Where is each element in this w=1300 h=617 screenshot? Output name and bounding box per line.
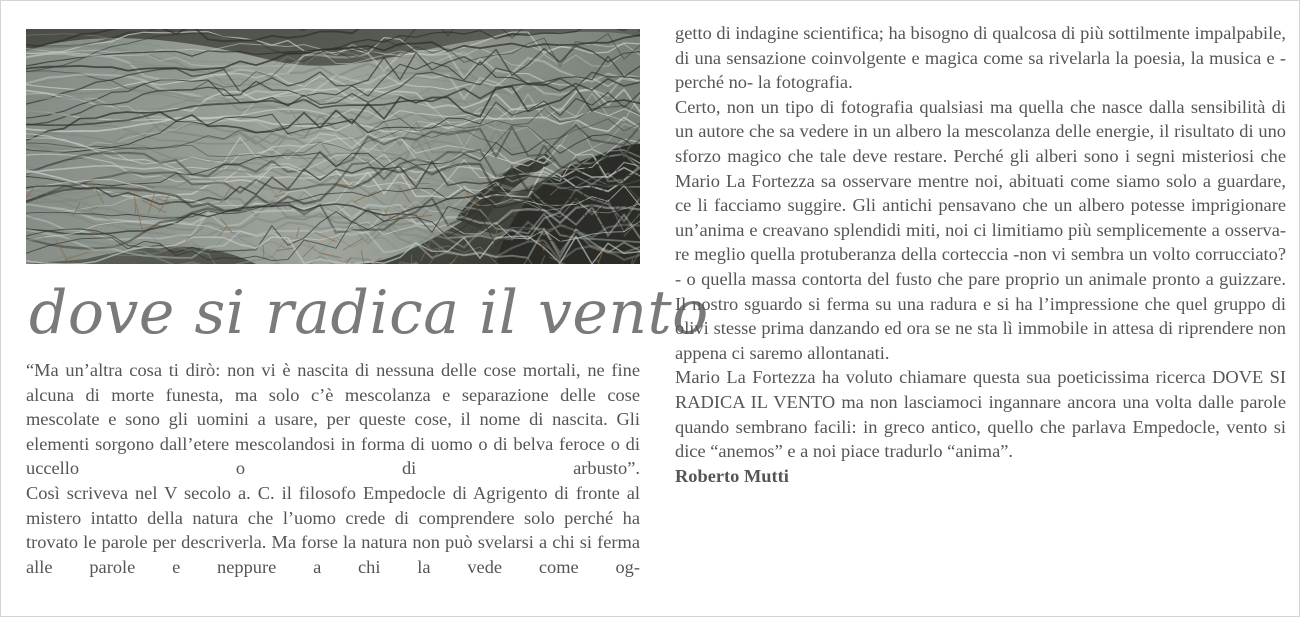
right-text-column <box>675 21 1286 488</box>
author-signature: Roberto Mutti <box>675 465 789 486</box>
tree-bark-image <box>26 29 640 264</box>
body-paragraph: Certo, non un tipo di fotografia qualsiasi ma quella che nasce dalla sensibilità di un autore che sa vedere in un albero la mescolanza delle energie, il risultato di uno sforzo magico che tale deve restare. Perché gli alberi sono i segni misteriosi che Mario La Fortezza sa osservare mentre noi, abituati come siamo solo a guardare, ce li facciamo suggire. Gli antichi pensavano che un albero potesse imprigionare un’anima e creavano splendidi miti, noi ci limitiamo più semplicemente a osserva-re meglio quella protuberanza della corteccia -non vi sembra un volto corrucciato?- o quella massa contorta del fusto che pare proprio un animale pronto a guizzare. Il nostro sguardo si ferma su una radura e si ha l’impressione che quel gruppo di olivi stesse prima danzando ed ora se ne sta lì immobile in attesa di riprendere non appena ci saremo allontanati. <box>675 96 1286 363</box>
article-title: dove si radica il vento <box>29 278 709 348</box>
continuation-paragraph: getto di indagine scientifica; ha bisogno di qualcosa di più sottilmente impalpabile, di una sensazione coinvolgente e magica come sa rivelarla la poesia, la musica e -perché no- la fotografia. <box>675 23 1286 93</box>
intro-paragraph: Così scriveva nel V secolo a. C. il filosofo Empedocle di Agrigento di fronte al mistero intatto della natura che l’uomo crede di comprendere solo perché ha trovato le parole per descriverla. Ma forse la natura non può svelarsi a chi si ferma alle parole e neppure a chi la vede come og- <box>26 482 640 577</box>
closing-paragraph: Mario La Fortezza ha voluto chiamare questa sua poeticissima ricerca DOVE SI RADICA IL VENTO ma non lasciamoci ingannare ancora una volta dalle parole quando sembrano facili: in greco antico, quello che parlava Empedocle, vento si dice “anemos” e a noi piace tradurlo “anima”. <box>675 367 1286 462</box>
left-text-column <box>26 358 640 579</box>
tree-bark-photo <box>26 29 640 264</box>
quote-paragraph: “Ma un’altra cosa ti dirò: non vi è nascita di nessuna delle cose mortali, ne fine alcuna di morte funesta, ma solo c’è mescolanza e separazione delle cose mescolate e sono gli uomini a usare, per queste cose, il nome di nascita. Gli elementi sorgono dall’etere mescolandosi in forma di uomo o di belva feroce o di uccello o di arbusto”. <box>26 360 640 479</box>
